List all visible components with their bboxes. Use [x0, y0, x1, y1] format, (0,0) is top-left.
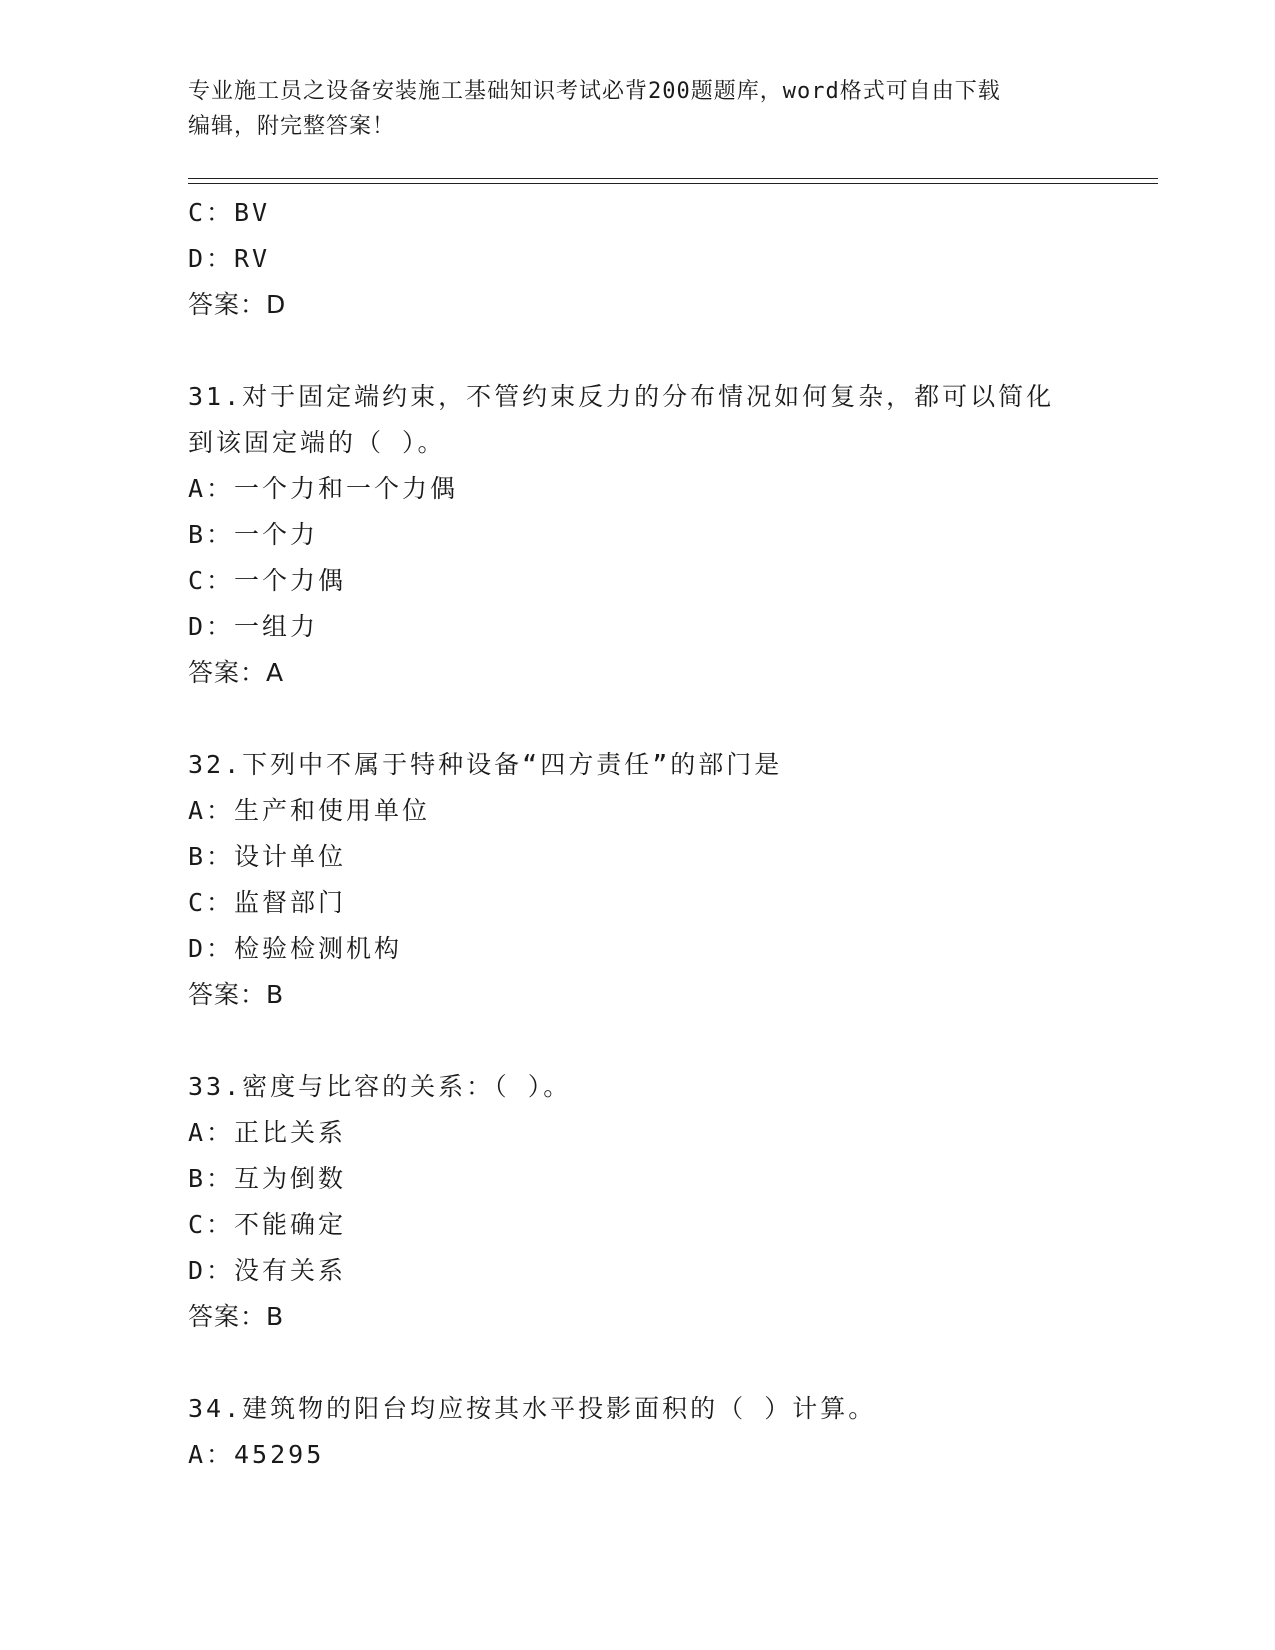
option-key: A： [188, 1118, 235, 1147]
option-b [188, 834, 1158, 880]
answer-line: 答案：A [188, 658, 285, 687]
option-key: D： [188, 612, 235, 641]
question-stem: 34.建筑物的阳台均应按其水平投影面积的（ ）计算。 [188, 1394, 877, 1423]
option-key: C： [188, 198, 235, 227]
option-text: 生产和使用单位 [234, 796, 431, 825]
option-key: A： [188, 1440, 235, 1469]
option-d [188, 926, 1158, 972]
option-a [188, 1110, 1158, 1156]
option-text: 一个力 [234, 520, 319, 549]
option-text: 检验检测机构 [234, 934, 403, 963]
option-text: 一组力 [234, 612, 319, 641]
option-text: 监督部门 [234, 888, 347, 917]
option-text: 没有关系 [234, 1256, 347, 1285]
option-b [188, 1156, 1158, 1202]
option-key: A： [188, 474, 235, 503]
option-text: RV [234, 244, 271, 273]
option-key: D： [188, 244, 235, 273]
option-a [188, 466, 1158, 512]
option-c [188, 880, 1158, 926]
option-text: 正比关系 [234, 1118, 347, 1147]
header-rule-bottom [188, 183, 1158, 184]
option-c [188, 1202, 1158, 1248]
option-key: A： [188, 796, 235, 825]
spacer [188, 1018, 1158, 1064]
option-key: D： [188, 934, 235, 963]
option-key: D： [188, 1256, 235, 1285]
option-text: 一个力偶 [234, 566, 347, 595]
option-text: 互为倒数 [234, 1164, 347, 1193]
option-text: 一个力和一个力偶 [234, 474, 459, 503]
answer-line: 答案：B [188, 980, 285, 1009]
option-key: C： [188, 888, 235, 917]
question-stem: 31.对于固定端约束，不管约束反力的分布情况如何复杂，都可以简化 [188, 382, 1055, 411]
option-text: 45295 [234, 1440, 325, 1469]
option-text: 设计单位 [234, 842, 347, 871]
answer-line: 答案：B [188, 1302, 285, 1331]
option-key: C： [188, 1210, 235, 1239]
option-d [188, 1248, 1158, 1294]
answer-line: 答案：D [188, 290, 287, 319]
option-key: C： [188, 566, 235, 595]
spacer [188, 696, 1158, 742]
question-stem: 32.下列中不属于特种设备“四方责任”的部门是 [188, 750, 783, 779]
option-key: B： [188, 1164, 235, 1193]
option-a [188, 1432, 1158, 1478]
spacer [188, 328, 1158, 374]
option-key: B： [188, 842, 235, 871]
question-stem-continued: 到该固定端的（ ）。 [188, 428, 446, 457]
spacer [188, 1340, 1158, 1386]
option-d [188, 604, 1158, 650]
option-text: BV [234, 198, 271, 227]
option-d [188, 236, 1158, 282]
option-a [188, 788, 1158, 834]
question-stem: 33.密度与比容的关系：（ ）。 [188, 1072, 572, 1101]
header-title-line-1: 专业施工员之设备安装施工基础知识考试必背200题题库，word格式可自由下载 [188, 79, 1001, 104]
option-text: 不能确定 [234, 1210, 347, 1239]
question-list [188, 190, 1158, 1478]
option-c [188, 190, 1158, 236]
document-header [188, 74, 1068, 144]
header-rule-top [188, 178, 1158, 179]
option-c [188, 558, 1158, 604]
option-key: B： [188, 520, 235, 549]
header-title-line-2: 编辑，附完整答案！ [188, 114, 396, 139]
option-b [188, 512, 1158, 558]
